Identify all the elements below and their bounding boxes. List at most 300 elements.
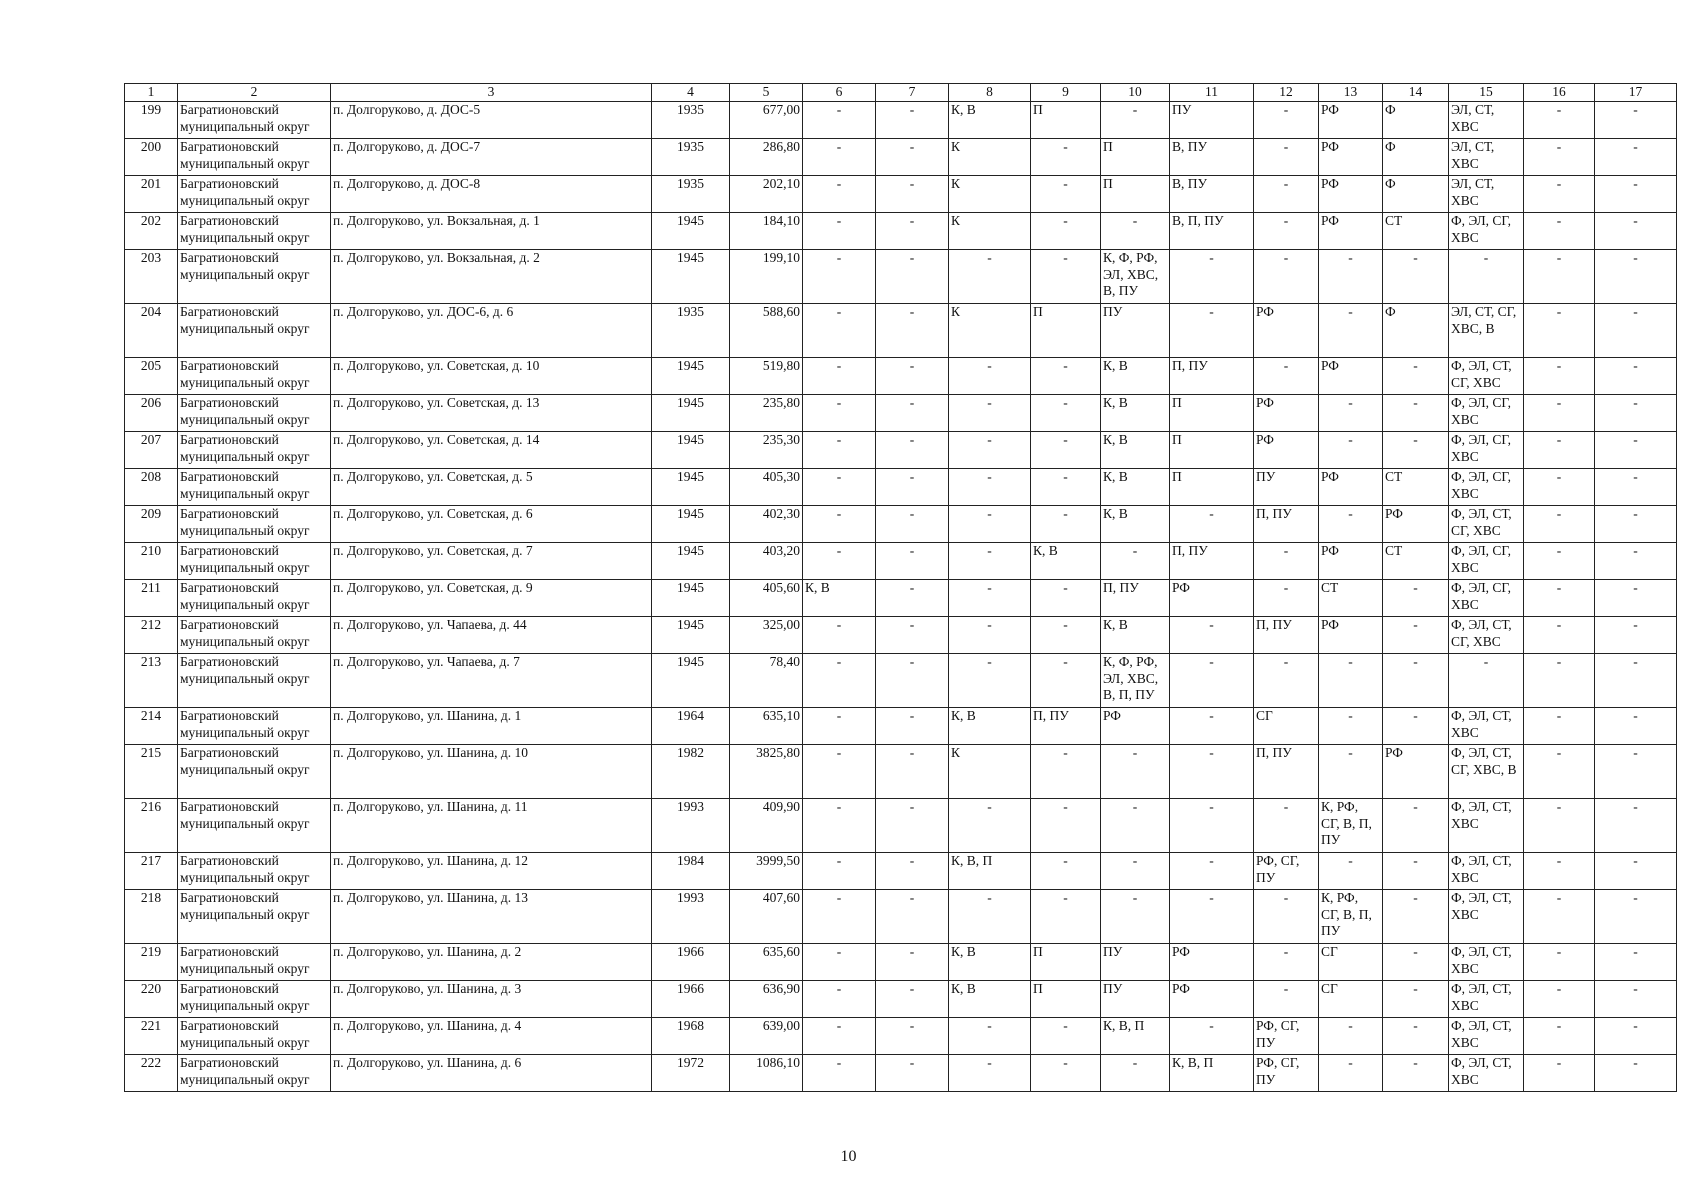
table-cell-col-5: 202,10 — [730, 176, 803, 213]
table-cell-col-13: РФ — [1319, 617, 1383, 654]
table-cell-col-17: - — [1595, 506, 1677, 543]
table-cell-col-2: Багратионовский муниципальный округ — [178, 213, 331, 250]
table-cell-col-4: 1993 — [652, 799, 730, 853]
table-cell-col-4: 1945 — [652, 654, 730, 708]
table-cell-col-16: - — [1524, 799, 1595, 853]
table-cell-col-4: 1935 — [652, 102, 730, 139]
table-cell-col-14: - — [1383, 358, 1449, 395]
table-cell-col-6: - — [803, 506, 876, 543]
table-cell-col-10: К, В — [1101, 506, 1170, 543]
table-cell-col-10: - — [1101, 799, 1170, 853]
table-cell-col-3: п. Долгоруково, ул. Советская, д. 10 — [331, 358, 652, 395]
table-cell-col-15: ЭЛ, СТ, ХВС — [1449, 102, 1524, 139]
table-cell-col-16: - — [1524, 139, 1595, 176]
table-cell-col-7: - — [876, 890, 949, 944]
table-cell-col-6: - — [803, 139, 876, 176]
table-cell-col-17: - — [1595, 708, 1677, 745]
table-cell-col-4: 1945 — [652, 506, 730, 543]
table-cell-col-11: П — [1170, 432, 1254, 469]
table-cell-col-1: 202 — [125, 213, 178, 250]
table-cell-col-13: РФ — [1319, 469, 1383, 506]
table-cell-col-9: - — [1031, 139, 1101, 176]
table-cell-col-5: 235,80 — [730, 395, 803, 432]
table-cell-col-9: - — [1031, 395, 1101, 432]
table-cell-col-6: - — [803, 745, 876, 799]
table-cell-col-12: П, ПУ — [1254, 745, 1319, 799]
table-cell-col-1: 216 — [125, 799, 178, 853]
table-cell-col-7: - — [876, 1055, 949, 1092]
table-cell-col-16: - — [1524, 543, 1595, 580]
table-cell-col-2: Багратионовский муниципальный округ — [178, 432, 331, 469]
table-cell-col-14: СТ — [1383, 469, 1449, 506]
table-cell-col-6: - — [803, 981, 876, 1018]
table-cell-col-16: - — [1524, 1055, 1595, 1092]
table-cell-col-1: 209 — [125, 506, 178, 543]
header-cell: 8 — [949, 84, 1031, 102]
table-cell-col-2: Багратионовский муниципальный округ — [178, 944, 331, 981]
table-row — [125, 1055, 1677, 1092]
table-cell-col-10: - — [1101, 745, 1170, 799]
table-cell-col-11: - — [1170, 250, 1254, 304]
table-cell-col-13: - — [1319, 853, 1383, 890]
table-cell-col-3: п. Долгоруково, ул. Чапаева, д. 7 — [331, 654, 652, 708]
table-cell-col-13: К, РФ, СГ, В, П, ПУ — [1319, 799, 1383, 853]
table-cell-col-3: п. Долгоруково, ул. Советская, д. 13 — [331, 395, 652, 432]
table-cell-col-7: - — [876, 543, 949, 580]
table-cell-col-3: п. Долгоруково, д. ДОС-5 — [331, 102, 652, 139]
table-cell-col-13: СГ — [1319, 944, 1383, 981]
table-cell-col-8: - — [949, 250, 1031, 304]
table-cell-col-10: ПУ — [1101, 304, 1170, 358]
table-cell-col-12: РФ, СГ, ПУ — [1254, 853, 1319, 890]
table-cell-col-12: - — [1254, 944, 1319, 981]
table-cell-col-12: - — [1254, 358, 1319, 395]
table-cell-col-6: - — [803, 358, 876, 395]
table-cell-col-8: - — [949, 543, 1031, 580]
table-cell-col-16: - — [1524, 853, 1595, 890]
table-cell-col-12: РФ — [1254, 432, 1319, 469]
table-cell-col-14: - — [1383, 981, 1449, 1018]
header-cell: 15 — [1449, 84, 1524, 102]
table-cell-col-15: Ф, ЭЛ, СГ, ХВС — [1449, 395, 1524, 432]
table-cell-col-11: В, ПУ — [1170, 176, 1254, 213]
table-row — [125, 799, 1677, 853]
table-cell-col-4: 1945 — [652, 617, 730, 654]
table-cell-col-6: - — [803, 432, 876, 469]
table-cell-col-13: - — [1319, 708, 1383, 745]
table-cell-col-2: Багратионовский муниципальный округ — [178, 799, 331, 853]
table-cell-col-1: 219 — [125, 944, 178, 981]
table-cell-col-11: П — [1170, 395, 1254, 432]
table-cell-col-14: Ф — [1383, 139, 1449, 176]
table-cell-col-3: п. Долгоруково, ул. Вокзальная, д. 2 — [331, 250, 652, 304]
table-row — [125, 981, 1677, 1018]
table-cell-col-13: СТ — [1319, 580, 1383, 617]
table-cell-col-2: Багратионовский муниципальный округ — [178, 139, 331, 176]
table-cell-col-11: РФ — [1170, 981, 1254, 1018]
table-cell-col-10: ПУ — [1101, 981, 1170, 1018]
table-cell-col-9: К, В — [1031, 543, 1101, 580]
table-row — [125, 469, 1677, 506]
table-cell-col-7: - — [876, 617, 949, 654]
table-cell-col-6: - — [803, 395, 876, 432]
table-cell-col-6: - — [803, 853, 876, 890]
table-cell-col-17: - — [1595, 432, 1677, 469]
table-cell-col-5: 3825,80 — [730, 745, 803, 799]
table-cell-col-3: п. Долгоруково, ул. Шанина, д. 6 — [331, 1055, 652, 1092]
table-cell-col-8: - — [949, 432, 1031, 469]
table-cell-col-8: - — [949, 799, 1031, 853]
table-cell-col-15: ЭЛ, СТ, ХВС — [1449, 139, 1524, 176]
table-cell-col-12: - — [1254, 176, 1319, 213]
table-cell-col-8: - — [949, 580, 1031, 617]
table-cell-col-7: - — [876, 654, 949, 708]
table-cell-col-14: Ф — [1383, 102, 1449, 139]
table-cell-col-11: ПУ — [1170, 102, 1254, 139]
table-cell-col-10: К, В — [1101, 617, 1170, 654]
table-cell-col-14: - — [1383, 944, 1449, 981]
header-cell: 13 — [1319, 84, 1383, 102]
table-cell-col-14: - — [1383, 853, 1449, 890]
table-cell-col-13: - — [1319, 1055, 1383, 1092]
table-cell-col-17: - — [1595, 981, 1677, 1018]
table-cell-col-15: Ф, ЭЛ, СТ, ХВС — [1449, 1018, 1524, 1055]
table-cell-col-16: - — [1524, 506, 1595, 543]
table-row — [125, 853, 1677, 890]
table-row — [125, 708, 1677, 745]
table-cell-col-8: - — [949, 1018, 1031, 1055]
table-cell-col-16: - — [1524, 654, 1595, 708]
header-cell: 14 — [1383, 84, 1449, 102]
table-cell-col-1: 203 — [125, 250, 178, 304]
table-cell-col-7: - — [876, 358, 949, 395]
table-cell-col-15: Ф, ЭЛ, СТ, СГ, ХВС, В — [1449, 745, 1524, 799]
table-cell-col-2: Багратионовский муниципальный округ — [178, 543, 331, 580]
table-cell-col-4: 1966 — [652, 944, 730, 981]
table-cell-col-9: - — [1031, 213, 1101, 250]
table-cell-col-8: К, В — [949, 708, 1031, 745]
table-cell-col-1: 199 — [125, 102, 178, 139]
table-cell-col-4: 1935 — [652, 176, 730, 213]
table-cell-col-12: П, ПУ — [1254, 506, 1319, 543]
table-cell-col-4: 1945 — [652, 580, 730, 617]
table-row — [125, 432, 1677, 469]
table-row — [125, 304, 1677, 358]
table-cell-col-9: П — [1031, 944, 1101, 981]
header-cell: 2 — [178, 84, 331, 102]
table-cell-col-9: - — [1031, 1055, 1101, 1092]
table-cell-col-10: ПУ — [1101, 944, 1170, 981]
table-cell-col-2: Багратионовский муниципальный округ — [178, 506, 331, 543]
table-cell-col-5: 199,10 — [730, 250, 803, 304]
table-cell-col-2: Багратионовский муниципальный округ — [178, 1055, 331, 1092]
table-cell-col-11: П, ПУ — [1170, 358, 1254, 395]
table-cell-col-2: Багратионовский муниципальный округ — [178, 580, 331, 617]
table-cell-col-10: - — [1101, 213, 1170, 250]
table-cell-col-3: п. Долгоруково, ул. Чапаева, д. 44 — [331, 617, 652, 654]
table-cell-col-8: К — [949, 139, 1031, 176]
table-cell-col-1: 204 — [125, 304, 178, 358]
table-cell-col-15: Ф, ЭЛ, СТ, СГ, ХВС — [1449, 617, 1524, 654]
table-cell-col-10: П — [1101, 176, 1170, 213]
table-cell-col-3: п. Долгоруково, ул. Шанина, д. 2 — [331, 944, 652, 981]
table-cell-col-12: - — [1254, 580, 1319, 617]
table-cell-col-15: Ф, ЭЛ, СГ, ХВС — [1449, 432, 1524, 469]
table-cell-col-17: - — [1595, 890, 1677, 944]
table-cell-col-8: - — [949, 395, 1031, 432]
table-cell-col-7: - — [876, 944, 949, 981]
table-cell-col-2: Багратионовский муниципальный округ — [178, 617, 331, 654]
table-cell-col-10: - — [1101, 890, 1170, 944]
table-cell-col-3: п. Долгоруково, ул. Шанина, д. 1 — [331, 708, 652, 745]
header-cell: 3 — [331, 84, 652, 102]
table-cell-col-8: - — [949, 469, 1031, 506]
table-cell-col-15: Ф, ЭЛ, СГ, ХВС — [1449, 469, 1524, 506]
table-cell-col-9: - — [1031, 580, 1101, 617]
table-row — [125, 358, 1677, 395]
table-cell-col-10: К, В — [1101, 358, 1170, 395]
table-cell-col-10: П — [1101, 139, 1170, 176]
table-cell-col-7: - — [876, 580, 949, 617]
table-cell-col-15: Ф, ЭЛ, СГ, ХВС — [1449, 543, 1524, 580]
table-cell-col-4: 1993 — [652, 890, 730, 944]
table-cell-col-13: - — [1319, 506, 1383, 543]
table-cell-col-14: РФ — [1383, 745, 1449, 799]
table-cell-col-12: СГ — [1254, 708, 1319, 745]
table-cell-col-9: - — [1031, 358, 1101, 395]
table-cell-col-11: К, В, П — [1170, 1055, 1254, 1092]
table-cell-col-4: 1966 — [652, 981, 730, 1018]
table-cell-col-16: - — [1524, 944, 1595, 981]
table-cell-col-6: - — [803, 102, 876, 139]
table-cell-col-1: 200 — [125, 139, 178, 176]
table-row — [125, 176, 1677, 213]
table-cell-col-1: 218 — [125, 890, 178, 944]
table-cell-col-6: - — [803, 708, 876, 745]
table-cell-col-11: - — [1170, 799, 1254, 853]
table-cell-col-7: - — [876, 981, 949, 1018]
table-cell-col-1: 211 — [125, 580, 178, 617]
table-cell-col-12: - — [1254, 890, 1319, 944]
table-cell-col-6: - — [803, 213, 876, 250]
header-row — [125, 84, 1677, 102]
table-cell-col-11: П, ПУ — [1170, 543, 1254, 580]
table-cell-col-4: 1984 — [652, 853, 730, 890]
table-cell-col-8: К, В — [949, 944, 1031, 981]
table-cell-col-8: - — [949, 890, 1031, 944]
table-cell-col-1: 220 — [125, 981, 178, 1018]
table-cell-col-17: - — [1595, 1055, 1677, 1092]
table-cell-col-11: - — [1170, 890, 1254, 944]
table-row — [125, 745, 1677, 799]
table-cell-col-9: - — [1031, 469, 1101, 506]
table-cell-col-12: - — [1254, 102, 1319, 139]
table-cell-col-11: В, ПУ — [1170, 139, 1254, 176]
table-cell-col-8: К — [949, 304, 1031, 358]
table-cell-col-3: п. Долгоруково, ул. Советская, д. 9 — [331, 580, 652, 617]
table-cell-col-1: 213 — [125, 654, 178, 708]
table-cell-col-1: 210 — [125, 543, 178, 580]
table-cell-col-16: - — [1524, 213, 1595, 250]
table-cell-col-11: - — [1170, 304, 1254, 358]
table-cell-col-7: - — [876, 213, 949, 250]
table-row — [125, 213, 1677, 250]
table-cell-col-17: - — [1595, 176, 1677, 213]
table-cell-col-14: РФ — [1383, 506, 1449, 543]
table-cell-col-14: - — [1383, 1055, 1449, 1092]
table-row — [125, 506, 1677, 543]
table-cell-col-7: - — [876, 506, 949, 543]
table-cell-col-11: - — [1170, 853, 1254, 890]
table-cell-col-2: Багратионовский муниципальный округ — [178, 358, 331, 395]
table-cell-col-14: - — [1383, 580, 1449, 617]
table-cell-col-5: 588,60 — [730, 304, 803, 358]
table-cell-col-17: - — [1595, 543, 1677, 580]
table-cell-col-15: Ф, ЭЛ, СТ, ХВС — [1449, 944, 1524, 981]
table-cell-col-5: 409,90 — [730, 799, 803, 853]
table-cell-col-7: - — [876, 250, 949, 304]
table-cell-col-17: - — [1595, 944, 1677, 981]
table-cell-col-15: Ф, ЭЛ, СТ, СГ, ХВС — [1449, 506, 1524, 543]
header-cell: 10 — [1101, 84, 1170, 102]
table-cell-col-6: - — [803, 944, 876, 981]
table-cell-col-3: п. Долгоруково, ул. ДОС-6, д. 6 — [331, 304, 652, 358]
table-cell-col-2: Багратионовский муниципальный округ — [178, 250, 331, 304]
table-cell-col-10: К, Ф, РФ, ЭЛ, ХВС, В, ПУ — [1101, 250, 1170, 304]
table-cell-col-8: К, В — [949, 102, 1031, 139]
table-cell-col-10: К, В — [1101, 432, 1170, 469]
table-cell-col-6: - — [803, 890, 876, 944]
table-cell-col-3: п. Долгоруково, ул. Советская, д. 5 — [331, 469, 652, 506]
table-cell-col-10: РФ — [1101, 708, 1170, 745]
table-cell-col-10: - — [1101, 543, 1170, 580]
table-cell-col-15: Ф, ЭЛ, СТ, ХВС — [1449, 853, 1524, 890]
table-cell-col-8: К — [949, 745, 1031, 799]
table-cell-col-4: 1945 — [652, 432, 730, 469]
table-header — [125, 84, 1677, 102]
table-cell-col-12: РФ — [1254, 304, 1319, 358]
table-cell-col-1: 207 — [125, 432, 178, 469]
table-cell-col-4: 1968 — [652, 1018, 730, 1055]
table-cell-col-5: 403,20 — [730, 543, 803, 580]
table-cell-col-13: - — [1319, 654, 1383, 708]
table-cell-col-10: К, В — [1101, 469, 1170, 506]
table-body — [125, 102, 1677, 1092]
table-cell-col-5: 184,10 — [730, 213, 803, 250]
table-cell-col-6: - — [803, 176, 876, 213]
table-cell-col-5: 78,40 — [730, 654, 803, 708]
table-cell-col-4: 1945 — [652, 395, 730, 432]
table-cell-col-6: - — [803, 250, 876, 304]
table-row — [125, 139, 1677, 176]
table-cell-col-5: 635,10 — [730, 708, 803, 745]
table-cell-col-17: - — [1595, 358, 1677, 395]
table-cell-col-12: - — [1254, 139, 1319, 176]
table-cell-col-8: - — [949, 617, 1031, 654]
table-cell-col-2: Багратионовский муниципальный округ — [178, 654, 331, 708]
table-cell-col-13: - — [1319, 304, 1383, 358]
header-cell: 9 — [1031, 84, 1101, 102]
table-cell-col-17: - — [1595, 213, 1677, 250]
table-cell-col-9: - — [1031, 506, 1101, 543]
table-cell-col-16: - — [1524, 1018, 1595, 1055]
table-cell-col-3: п. Долгоруково, ул. Шанина, д. 3 — [331, 981, 652, 1018]
table-cell-col-1: 217 — [125, 853, 178, 890]
table-cell-col-7: - — [876, 139, 949, 176]
table-cell-col-10: - — [1101, 1055, 1170, 1092]
table-cell-col-1: 214 — [125, 708, 178, 745]
table-row — [125, 944, 1677, 981]
table-cell-col-6: - — [803, 799, 876, 853]
table-cell-col-2: Багратионовский муниципальный округ — [178, 745, 331, 799]
table-cell-col-10: К, В, П — [1101, 1018, 1170, 1055]
table-cell-col-15: Ф, ЭЛ, СТ, ХВС — [1449, 799, 1524, 853]
housing-register-table — [124, 83, 1677, 1092]
table-cell-col-15: ЭЛ, СТ, СГ, ХВС, В — [1449, 304, 1524, 358]
table-cell-col-15: Ф, ЭЛ, СТ, ХВС — [1449, 981, 1524, 1018]
header-cell: 5 — [730, 84, 803, 102]
table-cell-col-12: - — [1254, 250, 1319, 304]
table-cell-col-5: 636,90 — [730, 981, 803, 1018]
table-cell-col-4: 1972 — [652, 1055, 730, 1092]
table-cell-col-5: 402,30 — [730, 506, 803, 543]
table-cell-col-1: 208 — [125, 469, 178, 506]
table-cell-col-13: - — [1319, 432, 1383, 469]
page-number: 10 — [840, 1148, 857, 1165]
table-cell-col-15: Ф, ЭЛ, СГ, ХВС — [1449, 213, 1524, 250]
table-cell-col-11: - — [1170, 617, 1254, 654]
table-cell-col-8: - — [949, 654, 1031, 708]
header-cell: 1 — [125, 84, 178, 102]
table-cell-col-13: - — [1319, 745, 1383, 799]
table-cell-col-2: Багратионовский муниципальный округ — [178, 395, 331, 432]
table-cell-col-3: п. Долгоруково, ул. Шанина, д. 4 — [331, 1018, 652, 1055]
table-cell-col-7: - — [876, 799, 949, 853]
table-cell-col-5: 677,00 — [730, 102, 803, 139]
table-cell-col-16: - — [1524, 250, 1595, 304]
table-cell-col-5: 407,60 — [730, 890, 803, 944]
table-cell-col-5: 286,80 — [730, 139, 803, 176]
table-cell-col-4: 1935 — [652, 304, 730, 358]
table-cell-col-1: 205 — [125, 358, 178, 395]
table-cell-col-2: Багратионовский муниципальный округ — [178, 708, 331, 745]
table-cell-col-1: 201 — [125, 176, 178, 213]
table-cell-col-6: К, В — [803, 580, 876, 617]
table-cell-col-4: 1945 — [652, 213, 730, 250]
table-cell-col-8: К, В — [949, 981, 1031, 1018]
table-cell-col-8: К — [949, 176, 1031, 213]
table-cell-col-14: - — [1383, 708, 1449, 745]
table-cell-col-5: 635,60 — [730, 944, 803, 981]
table-cell-col-12: РФ — [1254, 395, 1319, 432]
table-cell-col-11: - — [1170, 708, 1254, 745]
table-cell-col-1: 215 — [125, 745, 178, 799]
table-cell-col-12: РФ, СГ, ПУ — [1254, 1055, 1319, 1092]
table-cell-col-6: - — [803, 654, 876, 708]
table-cell-col-6: - — [803, 1055, 876, 1092]
table-cell-col-13: РФ — [1319, 358, 1383, 395]
table-cell-col-3: п. Долгоруково, ул. Шанина, д. 11 — [331, 799, 652, 853]
table-cell-col-10: К, Ф, РФ, ЭЛ, ХВС, В, П, ПУ — [1101, 654, 1170, 708]
table-cell-col-12: П, ПУ — [1254, 617, 1319, 654]
header-cell: 6 — [803, 84, 876, 102]
table-cell-col-3: п. Долгоруково, ул. Шанина, д. 13 — [331, 890, 652, 944]
table-cell-col-15: Ф, ЭЛ, СТ, СГ, ХВС — [1449, 358, 1524, 395]
table-cell-col-3: п. Долгоруково, ул. Советская, д. 14 — [331, 432, 652, 469]
table-row — [125, 654, 1677, 708]
table-cell-col-4: 1964 — [652, 708, 730, 745]
table-cell-col-13: - — [1319, 250, 1383, 304]
